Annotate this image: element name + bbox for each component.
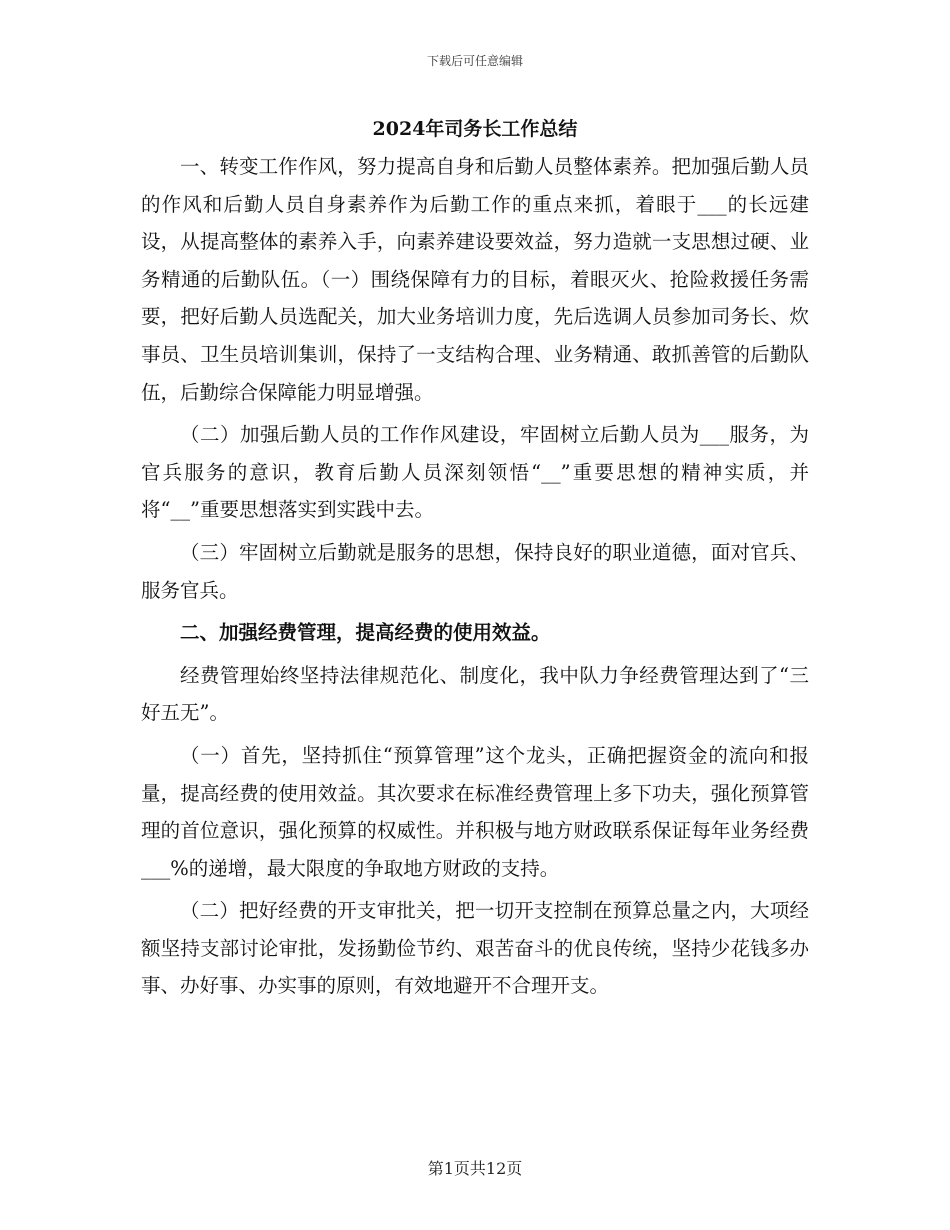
paragraph-7: （二）把好经费的开支审批关，把一切开支控制在预算总量之内，大项经额坚持支部讨论审批，发扬勤俭节约、艰苦奋斗的优良传统，坚持少花钱多办事、办好事、办实事的原则，有效地避开不合理开支。	[141, 899, 809, 998]
paragraph-2: （二）加强后勤人员的工作作风建设，牢固树立后勤人员为___服务，为官兵服务的意识，教育后勤人员深刻领悟“__”重要思想的精神实质，并将“__”重要思想落实到实践中去。	[141, 423, 809, 522]
document-body	[141, 148, 809, 1010]
header-note: 下载后可任意编辑	[426, 54, 523, 68]
page-number: 第1页共12页	[427, 1159, 523, 1178]
paragraph-6: （一）首先，坚持抓住“预算管理”这个龙头，正确把握资金的流向和报量，提高经费的使用效益。其次要求在标准经费管理上多下功夫，强化预算管理的首位意识，强化预算的权威性。并积极与地方财政联系保证每年业务经费___%的递增，最大限度的争取地方财政的支持。	[141, 743, 809, 880]
paragraph-3: （三）牢固树立后勤就是服务的思想，保持良好的职业道德，面对官兵、服务官兵。	[141, 540, 809, 602]
paragraph-1: 一、转变工作作风，努力提高自身和后勤人员整体素养。把加强后勤人员的作风和后勤人员自身素养作为后勤工作的重点来抓，着眼于___的长远建设，从提高整体的素养入手，向素养建设要效益，努力造就一支思想过硬、业务精通的后勤队伍。（一）围绕保障有力的目标，着眼灭火、抢险救援任务需要，把好后勤人员选配关，加大业务培训力度，先后选调人员参加司务长、炊事员、卫生员培训集训，保持了一支结构合理、业务精通、敢抓善管的后勤队伍，后勤综合保障能力明显增强。	[141, 155, 809, 404]
section-heading-2: 二、加强经费管理，提高经费的使用效益。	[180, 621, 551, 645]
paragraph-5: 经费管理始终坚持法律规范化、制度化，我中队力争经费管理达到了“三好五无”。	[141, 663, 809, 725]
document-title: 2024年司务长工作总结	[372, 118, 578, 140]
